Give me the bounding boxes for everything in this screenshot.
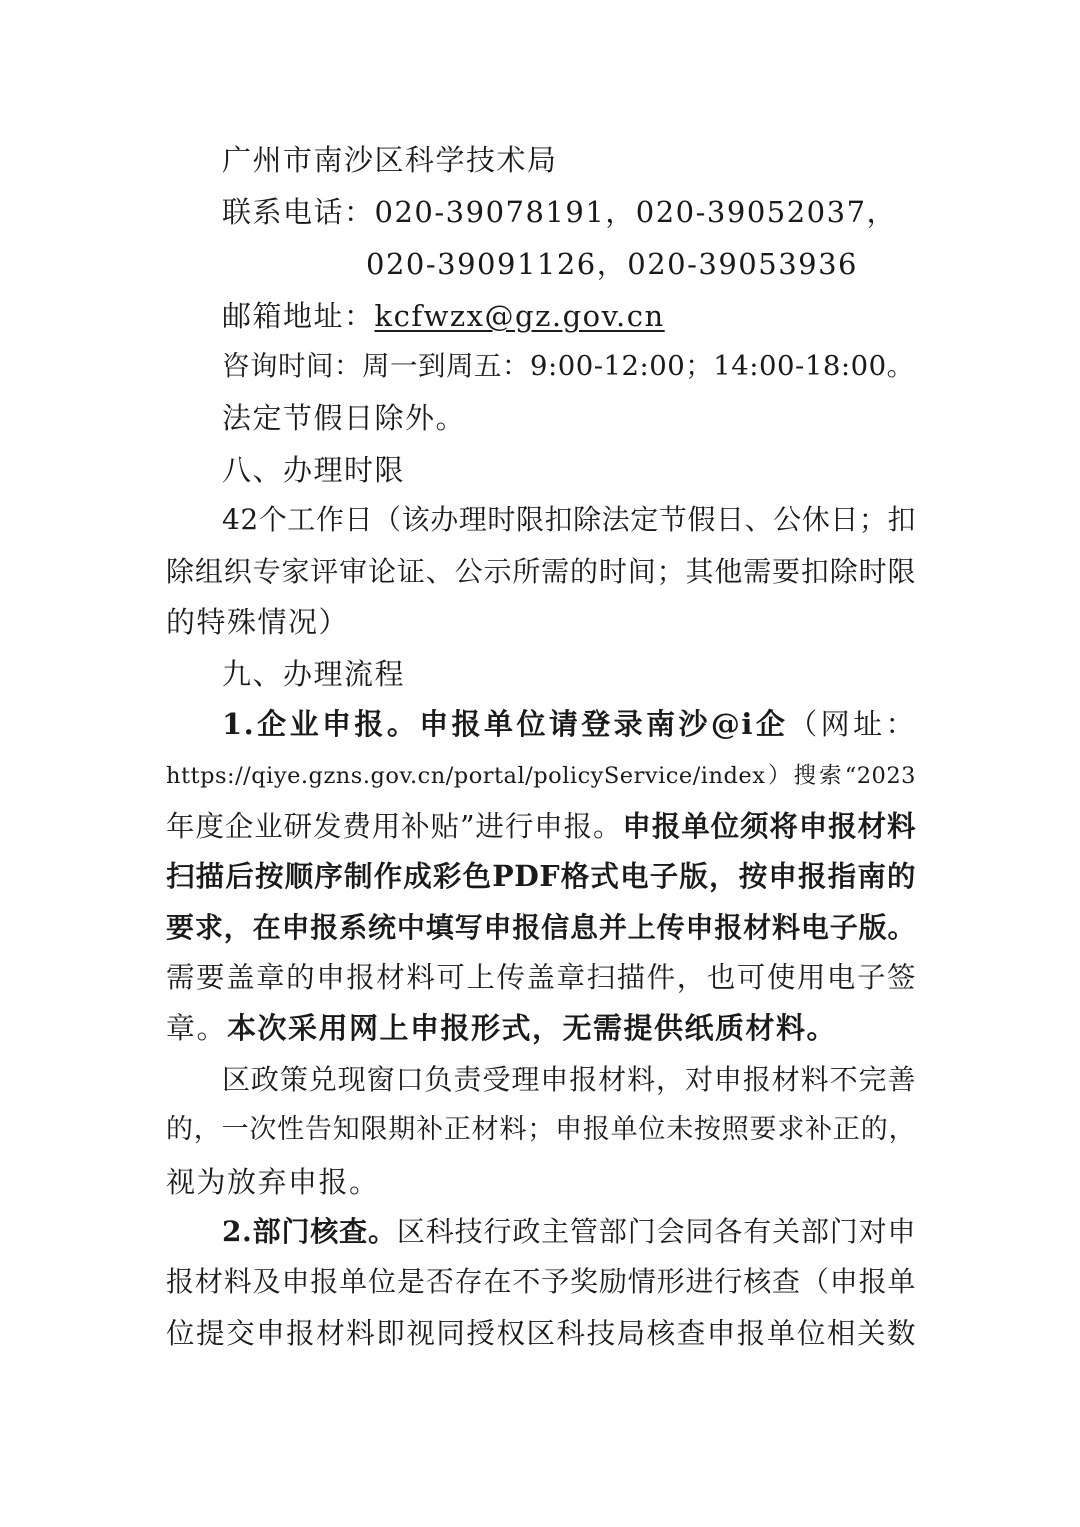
email-link[interactable]: kcfwzx@gz.gov.cn [374,299,665,333]
holiday-note: 法定节假日除外。 [222,401,467,435]
step-1-text: 年度企业研发费用补贴”进行申报。 [166,810,623,843]
email-label: 邮箱地址： [222,299,375,333]
phone-numbers-2: 020-39091126，020-39053936 [366,247,859,281]
window-paragraph-line: 的，一次性告知限期补正材料；申报单位未按照要求补正的， [166,1114,916,1145]
step-1-line: 需要盖章的申报材料可上传盖章扫描件，也可使用电子签 [166,961,916,994]
window-paragraph-line: 视为放弃申报。 [166,1165,380,1199]
step-1-title: 1.企业申报。申报单位请登录南沙@i企 [222,707,789,741]
section-8-heading: 八、办理时限 [222,453,406,487]
step-2-line: 报材料及申报单位是否存在不予奖励情形进行核查（申报单 [166,1265,916,1298]
step-1-url-prefix: （网址： [788,707,916,741]
hours-value: 周一到周五：9:00-12:00；14:00-18:00。 [362,350,915,382]
hours-label: 咨询时间： [222,350,362,382]
step-2-title: 2.部门核查。 [222,1215,397,1248]
step-1-line [166,1008,916,1048]
step-1-emphasis: 申报单位须将申报材料 [622,809,916,843]
step-1-emphasis: 本次采用网上申报形式，无需提供纸质材料。 [227,1011,838,1045]
section-8-line: 除组织专家评审论证、公示所需的时间；其他需要扣除时限 [166,555,916,588]
step-2-line [222,1212,916,1252]
step-1-emphasis-line: 扫描后按顺序制作成彩色PDF格式电子版，按申报指南的 [166,859,916,893]
contact-hours-row [222,346,916,386]
section-8-line: 的特殊情况） [166,605,350,639]
step-1-emphasis-line: 要求，在申报系统中填写申报信息并上传申报材料电子版。 [166,911,916,944]
step-1-text: 章。 [166,1011,228,1045]
step-1-line [222,704,916,744]
phone-label: 联系电话： [222,195,375,229]
window-paragraph-line: 区政策兑现窗口负责受理申报材料，对申报材料不完善 [222,1063,916,1096]
step-2-line: 位提交申报材料即视同授权区科技局核查申报单位相关数 [166,1317,916,1350]
phone-numbers-1: 020-39078191，020-39052037， [374,195,898,229]
step-2-text: 区科技行政主管部门会同各有关部门对申 [396,1215,916,1248]
step-1-url-line: https://qiye.gzns.gov.cn/portal/policyService/index）搜索“2023 [166,763,916,789]
step-1-line [166,806,916,846]
section-9-heading: 九、办理流程 [222,657,406,691]
contact-email-row [222,296,916,336]
contact-organization: 广州市南沙区科学技术局 [222,143,558,177]
section-8-line: 42个工作日（该办理时限扣除法定节假日、公休日；扣 [222,503,916,536]
contact-phone-row [222,192,916,232]
